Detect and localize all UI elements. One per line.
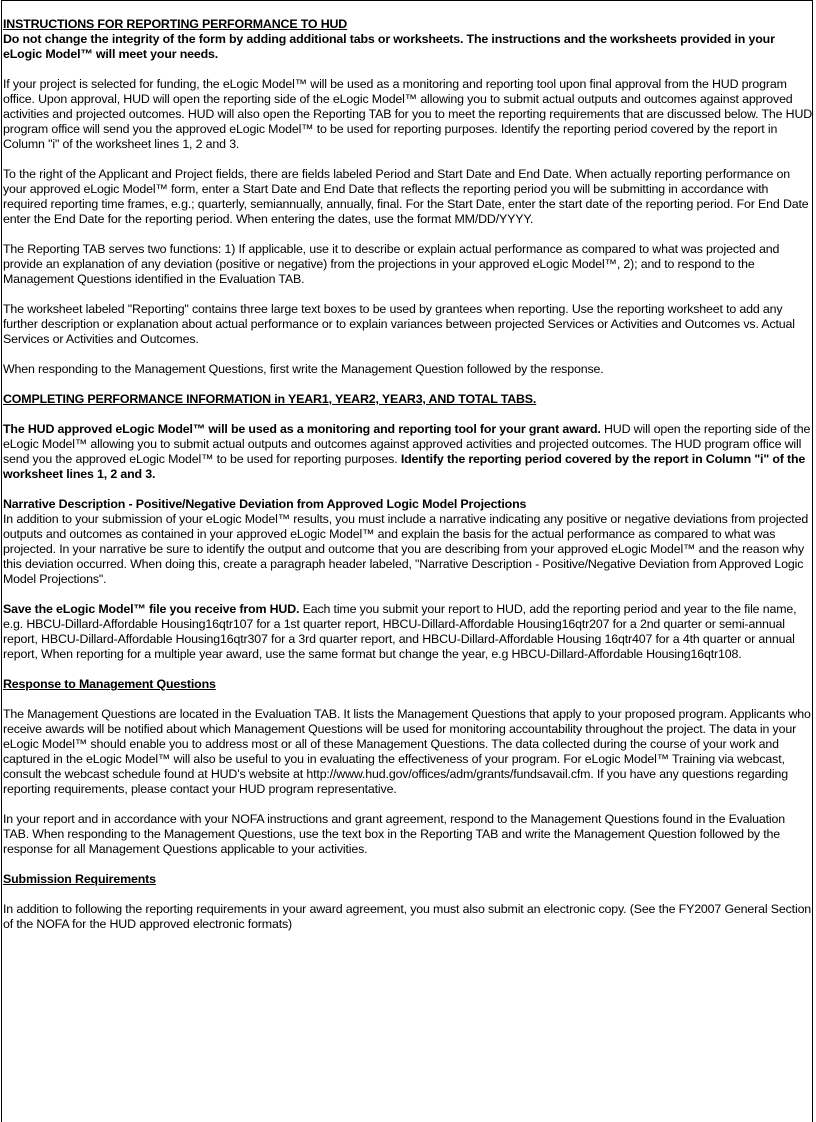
paragraph-reporting-worksheet: The worksheet labeled "Reporting" contains three large text boxes to be used by grantees when reporting. Use the reporting worksheet to add any further description or explanation about actual performance or to explain variances between projected Services or Activities and Outcomes vs. Actual Services or Activities and Outcomes. (3, 302, 795, 346)
paragraph-respond: In your report and in accordance with your NOFA instructions and grant agreement, respond to the Management Questions found in the Evaluation TAB. When responding to the Management Questions, use the text box in the Reporting TAB and write the Management Question followed by the response for all Management Questions applicable to your activities. (3, 812, 785, 856)
section-heading-performance: COMPLETING PERFORMANCE INFORMATION in YEAR1, YEAR2, YEAR3, AND TOTAL TABS. (3, 392, 537, 406)
paragraph-narrative: In addition to your submission of your eLogic Model™ results, you must include a narrative indicating any positive or negative deviations from projected outputs and outcomes as contained in your approved eLogic Model™ and explain the basis for the actual performance as compared to what was projected. In your narrative be sure to identify the output and outcome that you are describing from your approved eLogic Model™ and the reason why this deviation occurred. When doing this, create a paragraph header labeled, "Narrative Description - Positive/Negative Deviation from Approved Logic Model Projections". (3, 512, 809, 586)
paragraph-management-questions: When responding to the Management Questions, first write the Management Question followed by the response. (3, 362, 604, 376)
section-heading-narrative: Narrative Description - Positive/Negative Deviation from Approved Logic Model Projections (3, 497, 527, 511)
document-title: INSTRUCTIONS FOR REPORTING PERFORMANCE TO HUD (3, 17, 348, 31)
instructions-document (3, 17, 813, 947)
body-text: Each time you submit your report to HUD, add the reporting period and year to the file name, e.g. HBCU-Dillard-Affordable Housing16qtr107 for a 1st quarter report, HBCU-Dillard-Affordable Housing16qtr207 for a 2nd quarter or semi-annual report, HBCU-Dillard-Affordable Housing16qtr307 for a 3rd quarter report, and HBCU-Dillard-Affordable Housing 16qtr407 for a 4th quarter or annual report, When reporting for a multiple year award, use the same format but change the year, e.g HBCU-Dillard-Affordable Housing16qtr108. (3, 602, 797, 661)
section-heading-response: Response to Management Questions (3, 677, 216, 691)
paragraph-save-file (3, 602, 813, 662)
intro-warning: Do not change the integrity of the form by adding additional tabs or worksheets. The instructions and the worksheets provided in your eLogic Model™ will meet your needs. (3, 32, 775, 61)
bold-text: Save the eLogic Model™ file you receive from HUD. (3, 602, 300, 616)
paragraph-dates: To the right of the Applicant and Project fields, there are fields labeled Period and Start Date and End Date. When actually reporting performance on your approved eLogic Model™ form, enter a Start Date and End Date that reflects the reporting period you will be submitting in accordance with required reporting time frames, e.g.; quarterly, semiannually, annually, final. For the Start Date, enter the start date of the reporting period. For End Date enter the End Date for the reporting period. When entering the dates, use the format MM/DD/YYYY. (3, 167, 809, 226)
paragraph-approved-model (3, 422, 813, 482)
section-heading-submission: Submission Requirements (3, 872, 156, 886)
paragraph-submission: In addition to following the reporting requirements in your award agreement, you must also submit an electronic copy. (See the FY2007 General Section of the NOFA for the HUD approved electronic formats) (3, 902, 812, 931)
bold-text: The HUD approved eLogic Model™ will be used as a monitoring and reporting tool for your grant award. (3, 422, 601, 436)
paragraph-reporting-tab: The Reporting TAB serves two functions: 1) If applicable, use it to describe or explain actual performance as compared to what was projected and provide an explanation of any deviation (positive or negative) from the projections in your approved eLogic Model™, 2); and to respond to the Management Questions identified in the Evaluation TAB. (3, 242, 780, 286)
paragraph-funding: If your project is selected for funding, the eLogic Model™ will be used as a monitoring and reporting tool upon final approval from the HUD program office. Upon approval, HUD will open the reporting side of the eLogic Model™ allowing you to submit actual outputs and outcomes against approved activities and projected outcomes. HUD will also open the Reporting TAB for you to meet the reporting requirements that are discussed below. The HUD program office will send you the approved eLogic Model™ to be used for reporting purposes. Identify the reporting period covered by the report in Column "i" of the worksheet lines 1, 2 and 3. (3, 77, 813, 151)
paragraph-management-location: The Management Questions are located in the Evaluation TAB. It lists the Management Questions that apply to your proposed program. Applicants who receive awards will be notified about which Management Questions will be used for monitoring accountability throughout the project. The data in your eLogic Model™ should enable you to address most or all of these Management Questions. The data collected during the course of your work and captured in the eLogic Model™ will also be useful to you in evaluating the effectiveness of your program. For eLogic Model™ Training via webcast, consult the webcast schedule found at HUD's website at http://www.hud.gov/offices/adm/grants/fundsavail.cfm. If you have any questions regarding reporting requirements, please contact your HUD program representative. (3, 707, 811, 796)
bold-text: Identify the reporting period covered by the report in Column "i" of the worksheet lines 1, 2 and 3. (3, 452, 806, 481)
body-text: HUD will open the reporting side of the eLogic Model™ allowing you to submit actual outputs and outcomes against approved activities and projected outcomes. The HUD program office will send you the approved eLogic Model™ to be used for reporting purposes. (3, 422, 811, 466)
